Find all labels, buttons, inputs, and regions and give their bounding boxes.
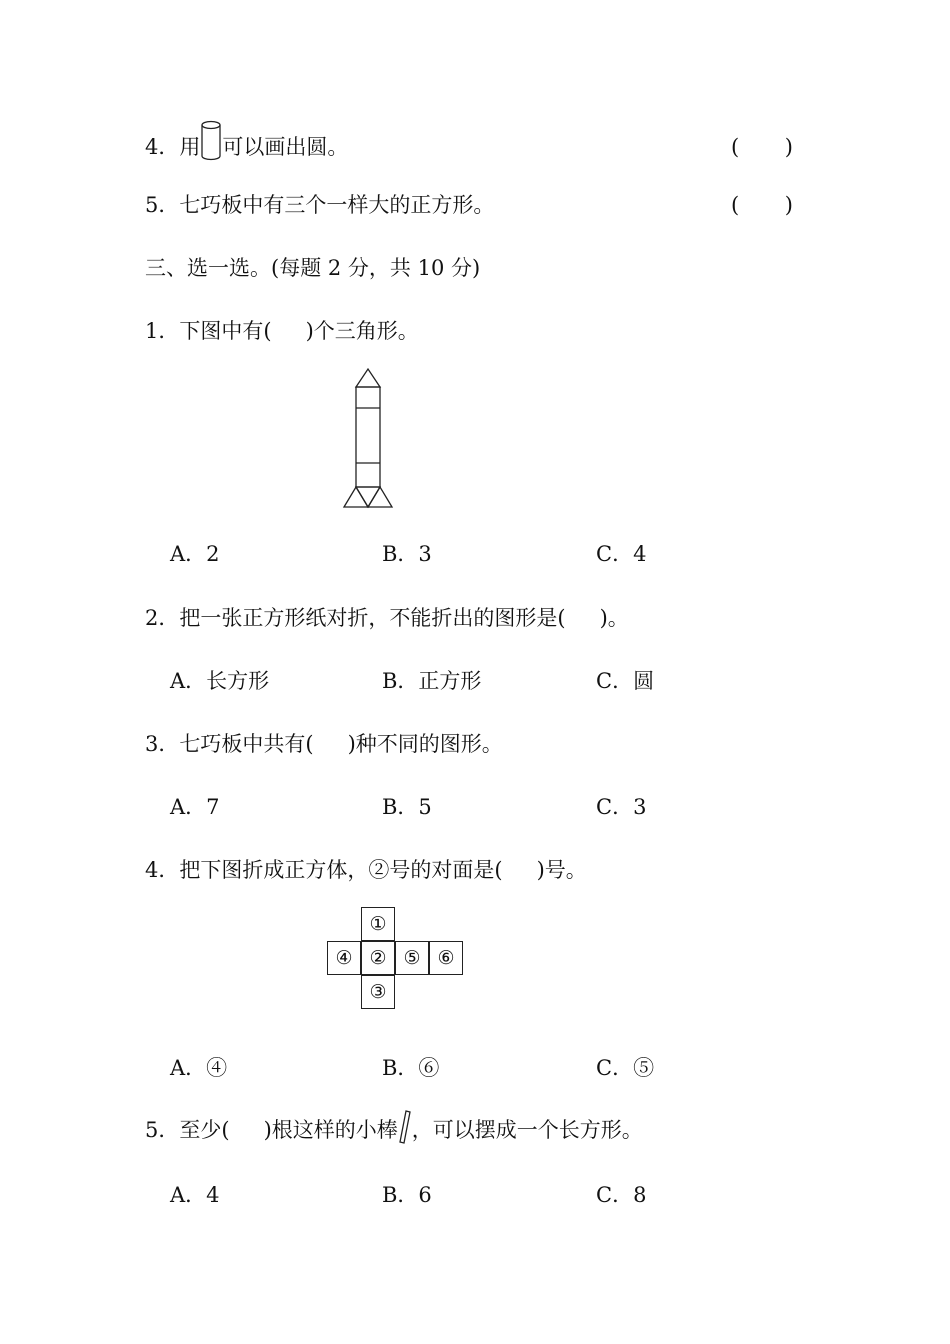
net-cell-bottom: ③ [361, 975, 395, 1009]
answer-paren-tf5[interactable]: ( ) [731, 193, 793, 217]
net-cell: ⑥ [429, 941, 463, 975]
question-1: 1．下图中有( )个三角形。 [145, 319, 419, 343]
option-b[interactable]: B．3 [382, 542, 432, 566]
tf-item-5: 5．七巧板中有三个一样大的正方形。 [145, 193, 495, 217]
question-4: 4．把下图折成正方体，②号的对面是( )号。 [145, 858, 587, 882]
cylinder-icon [200, 120, 222, 162]
option-c[interactable]: C．圆 [596, 669, 655, 693]
net-cell: ④ [327, 941, 361, 975]
option-c[interactable]: C．4 [596, 542, 647, 566]
option-b[interactable]: B．6 [382, 1183, 432, 1207]
option-a[interactable]: A．4 [170, 1183, 220, 1207]
option-c[interactable]: C．3 [596, 795, 647, 819]
question-2: 2．把一张正方形纸对折，不能折出的图形是( )。 [145, 606, 629, 630]
option-a[interactable]: A．7 [170, 795, 220, 819]
answer-paren-tf4[interactable]: ( ) [731, 135, 793, 159]
option-a[interactable]: A．④ [170, 1056, 228, 1080]
option-a[interactable]: A．长方形 [170, 669, 270, 693]
question-3: 3．七巧板中共有( )种不同的图形。 [145, 732, 503, 756]
net-cell: ② [361, 941, 395, 975]
stick-icon [398, 1110, 412, 1144]
option-b[interactable]: B．⑥ [382, 1056, 440, 1080]
option-b[interactable]: B．正方形 [382, 669, 482, 693]
option-c[interactable]: C．⑤ [596, 1056, 655, 1080]
option-a[interactable]: A．2 [170, 542, 220, 566]
net-cell-top: ① [361, 907, 395, 941]
net-cell: ⑤ [395, 941, 429, 975]
tf-item-4: 4．用 可以画出圆。 [145, 133, 348, 162]
option-c[interactable]: C．8 [596, 1183, 647, 1207]
section-heading: 三、选一选。(每题 2 分，共 10 分) [145, 256, 481, 280]
rocket-figure [340, 365, 396, 510]
cube-net-figure [327, 907, 464, 1010]
question-5: 5．至少( )根这样的小棒 ，可以摆成一个长方形。 [145, 1116, 643, 1144]
option-b[interactable]: B．5 [382, 795, 432, 819]
